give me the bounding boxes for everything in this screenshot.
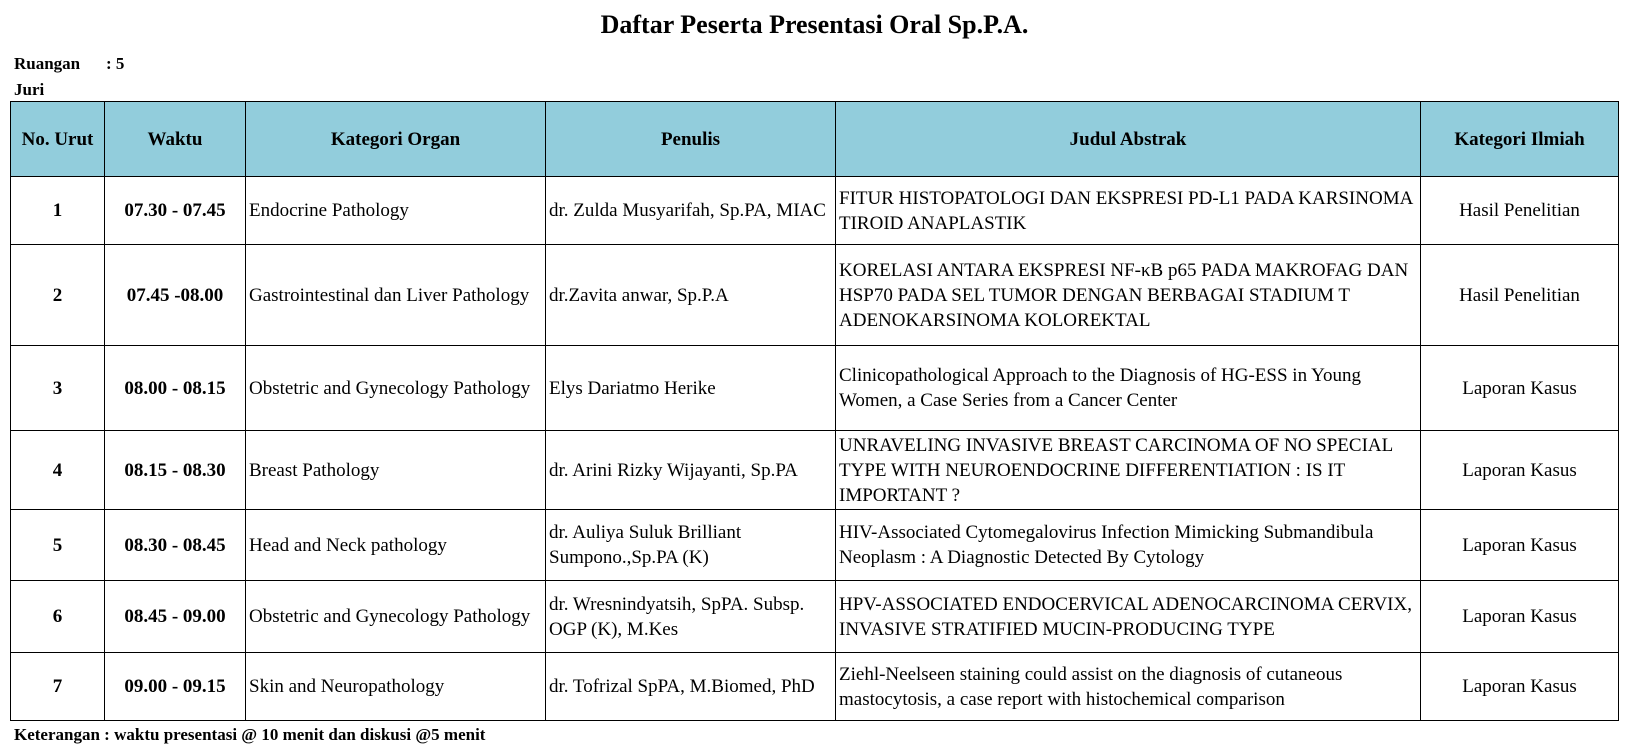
row-category: Skin and Neuropathology	[246, 653, 546, 721]
row-time: 07.30 - 07.45	[105, 177, 246, 245]
table-row	[11, 346, 1619, 431]
row-time: 08.00 - 08.15	[105, 346, 246, 431]
row-time: 08.15 - 08.30	[105, 431, 246, 510]
row-time: 09.00 - 09.15	[105, 653, 246, 721]
room-info	[14, 54, 124, 74]
row-abstract: UNRAVELING INVASIVE BREAST CARCINOMA OF NO SPECIAL TYPE WITH NEUROENDOCRINE DIFFERENTIATION : IS IT IMPORTANT ?	[836, 431, 1421, 510]
table-row	[11, 581, 1619, 653]
row-type: Hasil Penelitian	[1421, 245, 1619, 346]
row-no: 4	[11, 431, 105, 510]
row-time: 07.45 -08.00	[105, 245, 246, 346]
jury-label: Juri	[14, 80, 45, 99]
row-author: dr. Auliya Suluk Brilliant Sumpono.,Sp.PA (K)	[546, 510, 836, 581]
table-row	[11, 245, 1619, 346]
row-type: Laporan Kasus	[1421, 653, 1619, 721]
header-category: Kategori Organ	[246, 102, 546, 177]
row-abstract: Clinicopathological Approach to the Diagnosis of HG-ESS in Young Women, a Case Series from a Cancer Center	[836, 346, 1421, 431]
header-no: No. Urut	[11, 102, 105, 177]
page-title: Daftar Peserta Presentasi Oral Sp.P.A.	[600, 10, 1029, 39]
row-time: 08.45 - 09.00	[105, 581, 246, 653]
table-row	[11, 177, 1619, 245]
table-row	[11, 431, 1619, 510]
row-abstract: KORELASI ANTARA EKSPRESI NF-κB p65 PADA MAKROFAG DAN HSP70 PADA SEL TUMOR DENGAN BERBAGAI STADIUM T ADENOKARSINOMA KOLOREKTAL	[836, 245, 1421, 346]
table-row	[11, 510, 1619, 581]
row-category: Gastrointestinal dan Liver Pathology	[246, 245, 546, 346]
row-author: dr. Zulda Musyarifah, Sp.PA, MIAC	[546, 177, 836, 245]
row-no: 2	[11, 245, 105, 346]
row-abstract: Ziehl-Neelseen staining could assist on the diagnosis of cutaneous mastocytosis, a case report with histochemical comparison	[836, 653, 1421, 721]
footer-note: Keterangan : waktu presentasi @ 10 menit dan diskusi @5 menit	[14, 725, 486, 744]
row-type: Laporan Kasus	[1421, 431, 1619, 510]
row-author: dr. Arini Rizky Wijayanti, Sp.PA	[546, 431, 836, 510]
table-row	[11, 653, 1619, 721]
row-no: 3	[11, 346, 105, 431]
row-type: Hasil Penelitian	[1421, 177, 1619, 245]
room-label: Ruangan	[14, 54, 81, 73]
row-no: 5	[11, 510, 105, 581]
row-category: Breast Pathology	[246, 431, 546, 510]
row-category: Obstetric and Gynecology Pathology	[246, 581, 546, 653]
row-type: Laporan Kasus	[1421, 581, 1619, 653]
row-author: dr. Wresnindyatsih, SpPA. Subsp. OGP (K), M.Kes	[546, 581, 836, 653]
row-category: Head and Neck pathology	[246, 510, 546, 581]
row-category: Endocrine Pathology	[246, 177, 546, 245]
header-type: Kategori Ilmiah	[1421, 102, 1619, 177]
row-abstract: HIV-Associated Cytomegalovirus Infection Mimicking Submandibula Neoplasm : A Diagnostic Detected By Cytology	[836, 510, 1421, 581]
row-category: Obstetric and Gynecology Pathology	[246, 346, 546, 431]
row-abstract: FITUR HISTOPATOLOGI DAN EKSPRESI PD-L1 PADA KARSINOMA TIROID ANAPLASTIK	[836, 177, 1421, 245]
row-type: Laporan Kasus	[1421, 346, 1619, 431]
row-no: 1	[11, 177, 105, 245]
row-type: Laporan Kasus	[1421, 510, 1619, 581]
header-time: Waktu	[105, 102, 246, 177]
schedule-table	[10, 101, 1619, 721]
row-author: Elys Dariatmo Herike	[546, 346, 836, 431]
table-header-row	[11, 102, 1619, 177]
row-time: 08.30 - 08.45	[105, 510, 246, 581]
row-author: dr.Zavita anwar, Sp.P.A	[546, 245, 836, 346]
row-abstract: HPV-ASSOCIATED ENDOCERVICAL ADENOCARCINOMA CERVIX, INVASIVE STRATIFIED MUCIN-PRODUCING TYPE	[836, 581, 1421, 653]
row-no: 7	[11, 653, 105, 721]
room-value: : 5	[106, 54, 125, 73]
header-abstract: Judul Abstrak	[836, 102, 1421, 177]
row-author: dr. Tofrizal SpPA, M.Biomed, PhD	[546, 653, 836, 721]
header-author: Penulis	[546, 102, 836, 177]
row-no: 6	[11, 581, 105, 653]
